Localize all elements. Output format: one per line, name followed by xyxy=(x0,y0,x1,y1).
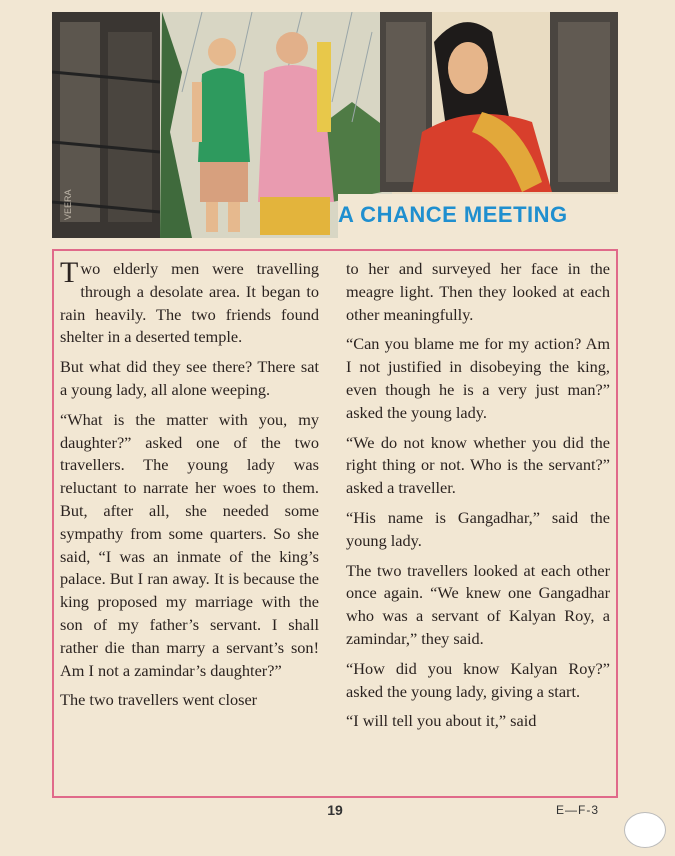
paragraph: The two travellers went closer xyxy=(60,690,258,710)
paragraph: “Can you blame me for my action? Am I not justified in disobeying the king, even though he is a very just man?” asked the young lady. xyxy=(346,334,610,422)
paragraph: “What is the matter with you, my daughter?” asked one of the two travellers. The young lady was reluctant to narrate her woes to them. But, after all, she needed some sympathy from some quarters. So she said, “I was an inmate of the king’s palace. But I ran away. It is because the king proposed my marriage with the son of my father’s servant. I shall rather die than marry a servant’s son! Am I not a zamindar’s daughter?” xyxy=(60,409,319,680)
right-column xyxy=(346,258,610,740)
page-number: 19 xyxy=(327,802,343,818)
drop-cap: T xyxy=(60,256,79,289)
paragraph: “How did you know Kalyan Roy?” asked the young lady, giving a start. xyxy=(346,658,610,701)
left-column xyxy=(60,258,319,719)
paragraph: “I will tell you about it,” said xyxy=(346,711,537,731)
paragraph: “His name is Gangadhar,” said the young lady. xyxy=(346,507,610,550)
story-title: A CHANCE MEETING xyxy=(338,202,568,227)
artist-signature: VEERA xyxy=(63,189,73,220)
paragraph: But what did they see there? There sat a young lady, all alone weeping. xyxy=(60,357,319,399)
paragraph: “We do not know whether you did the right thing or not. Who is the servant?” asked a traveller. xyxy=(346,432,610,498)
archive-stamp-icon xyxy=(624,812,666,848)
paragraph: to her and surveyed her face in the meagre light. Then they looked at each other meaningfully. xyxy=(346,259,610,324)
paragraph: The two travellers looked at each other once again. “We knew one Gangadhar who was a servant of Kalyan Roy, a zamindar,” they said. xyxy=(346,560,610,648)
page-code: E—F-3 xyxy=(556,803,600,817)
paragraph: Two elderly men were travelling through a desolate area. It began to rain heavily. The two friends found shelter in a deserted temple. xyxy=(60,256,319,347)
